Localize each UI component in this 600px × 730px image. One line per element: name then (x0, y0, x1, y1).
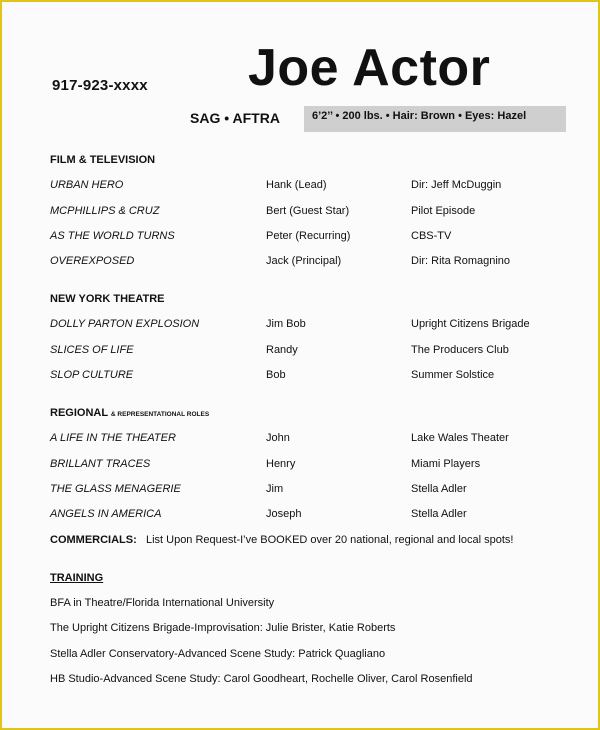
section-heading-film-tv: FILM & TELEVISION (50, 154, 156, 166)
credit-role: Jim (266, 483, 284, 495)
credit-role: John (266, 432, 290, 444)
credit-role: Jim Bob (266, 318, 306, 330)
regional-heading-text: REGIONAL (50, 407, 108, 419)
credit-role: Jack (Principal) (266, 255, 342, 267)
credit-role: Hank (Lead) (266, 179, 327, 191)
actor-name: Joe Actor (248, 39, 491, 97)
credit-title: OVEREXPOSED (50, 255, 135, 267)
credit-title: SLICES OF LIFE (50, 344, 134, 356)
credit-venue: Summer Solstice (411, 369, 495, 381)
credit-role: Randy (266, 344, 298, 356)
physical-stats-box (304, 106, 566, 132)
credit-venue: Stella Adler (411, 483, 467, 495)
credit-venue: Stella Adler (411, 508, 467, 520)
credit-role: Peter (Recurring) (266, 230, 351, 242)
section-heading-ny-theatre: NEW YORK THEATRE (50, 293, 165, 305)
credit-title: THE GLASS MENAGERIE (50, 483, 181, 495)
phone-number: 917-923-xxxx (52, 77, 148, 94)
commercials-text: List Upon Request-I’ve BOOKED over 20 national, regional and local spots! (145, 534, 514, 546)
credit-venue: Miami Players (411, 458, 481, 470)
credit-venue: Lake Wales Theater (411, 432, 509, 444)
regional-subheading: & REPRESENTATIONAL ROLES (110, 411, 210, 418)
credit-role: Joseph (266, 508, 302, 520)
credit-title: SLOP CULTURE (50, 369, 134, 381)
commercials-line (50, 534, 513, 546)
credit-venue: Upright Citizens Brigade (411, 318, 530, 330)
credit-role: Bob (266, 369, 286, 381)
credit-title: MCPHILLIPS & CRUZ (50, 205, 160, 217)
training-item: BFA in Theatre/Florida International University (50, 597, 275, 609)
credit-venue: Dir: Rita Romagnino (411, 255, 511, 267)
credit-role: Henry (266, 458, 296, 470)
credit-venue: CBS-TV (411, 230, 452, 242)
credit-venue: The Producers Club (411, 344, 509, 356)
physical-stats: 6’2’’ • 200 lbs. • Hair: Brown • Eyes: Hazel (312, 110, 527, 122)
section-heading-training: TRAINING (50, 572, 104, 584)
credit-venue: Dir: Jeff McDuggin (411, 179, 502, 191)
credit-title: A LIFE IN THE THEATER (50, 432, 176, 444)
training-item: HB Studio-Advanced Scene Study: Carol Goodheart, Rochelle Oliver, Carol Rosenfield (50, 673, 473, 685)
credit-title: URBAN HERO (50, 179, 124, 191)
credit-role: Bert (Guest Star) (266, 205, 350, 217)
credit-venue: Pilot Episode (411, 205, 476, 217)
commercials-label: COMMERCIALS: (50, 534, 137, 546)
union-affiliations: SAG • AFTRA (190, 110, 280, 126)
credit-title: AS THE WORLD TURNS (50, 230, 175, 242)
credit-title: DOLLY PARTON EXPLOSION (50, 318, 200, 330)
credit-title: ANGELS IN AMERICA (50, 508, 162, 520)
credit-title: BRILLANT TRACES (50, 458, 151, 470)
training-item: Stella Adler Conservatory-Advanced Scene Study: Patrick Quagliano (50, 648, 386, 660)
training-item: The Upright Citizens Brigade-Improvisation: Julie Brister, Katie Roberts (50, 622, 396, 634)
section-heading-regional (50, 407, 209, 419)
